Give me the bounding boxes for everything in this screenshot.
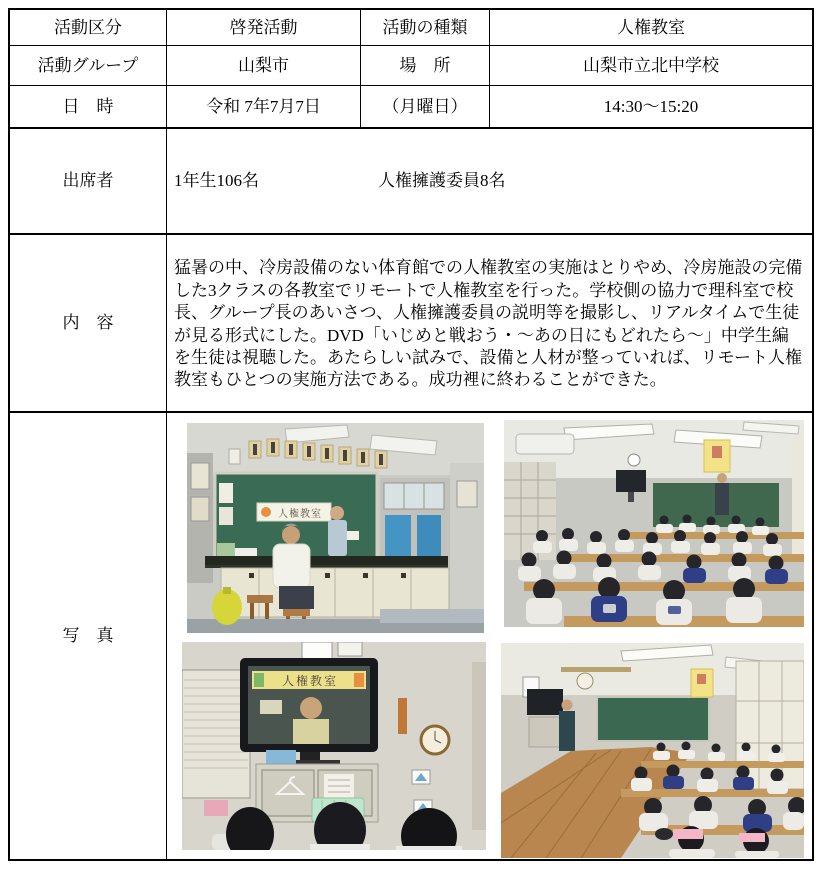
photos-area [167,413,812,859]
label-place: 場 所 [361,46,490,86]
label-activity-category: 活動区分 [10,10,167,46]
value-content [167,235,812,413]
photo-classroom-rear-angle [501,643,804,858]
photo-science-room-broadcast [187,423,484,633]
value-time: 14:30～15:20 [490,86,812,129]
content-paragraph: 猛暑の中、冷房設備のない体育館での人権教室の実施はとりやめ、冷房施設の完備した3クラスの各教室でリモートで人権教室を行った。学校側の協力で理科室で校長、グループ長のあいさつ、人権擁護委員の説明等を撮影し、リアルタイムで生徒が見る形式にした。DVD「いじめと戦おう・～あの日にもどれたら～」中学生編を生徒は視聴した。あたらしい試みで、設備と人材が整っていれば、リモート人権教室もひとつの実施方法である。成功裡に終わることができた。 [174,258,803,390]
value-attendees [167,129,812,235]
svg-text:人権教室: 人権教室 [278,509,322,520]
value-activity-group: 山梨市 [167,46,361,86]
value-activity-type: 人権教室 [490,10,812,46]
value-place: 山梨市立北中学校 [490,46,812,86]
label-photos: 写 真 [10,413,167,859]
attendees-commissioners: 人権擁護委員8名 [378,171,506,191]
value-date: 令和 7年7月7日 [167,86,361,129]
attendees-students: 1年生106名 [174,171,259,191]
label-attendees: 出席者 [10,129,167,235]
label-activity-group: 活動グループ [10,46,167,86]
activity-report-table [8,8,814,861]
label-activity-type: 活動の種類 [361,10,490,46]
value-activity-category: 啓発活動 [167,10,361,46]
value-weekday: （月曜日） [361,86,490,129]
photo-classroom-students [504,420,804,627]
photo-tv-remote-lesson [182,642,486,850]
label-datetime: 日 時 [10,86,167,129]
svg-text:人権教室: 人権教室 [281,674,339,688]
label-content: 内 容 [10,235,167,413]
